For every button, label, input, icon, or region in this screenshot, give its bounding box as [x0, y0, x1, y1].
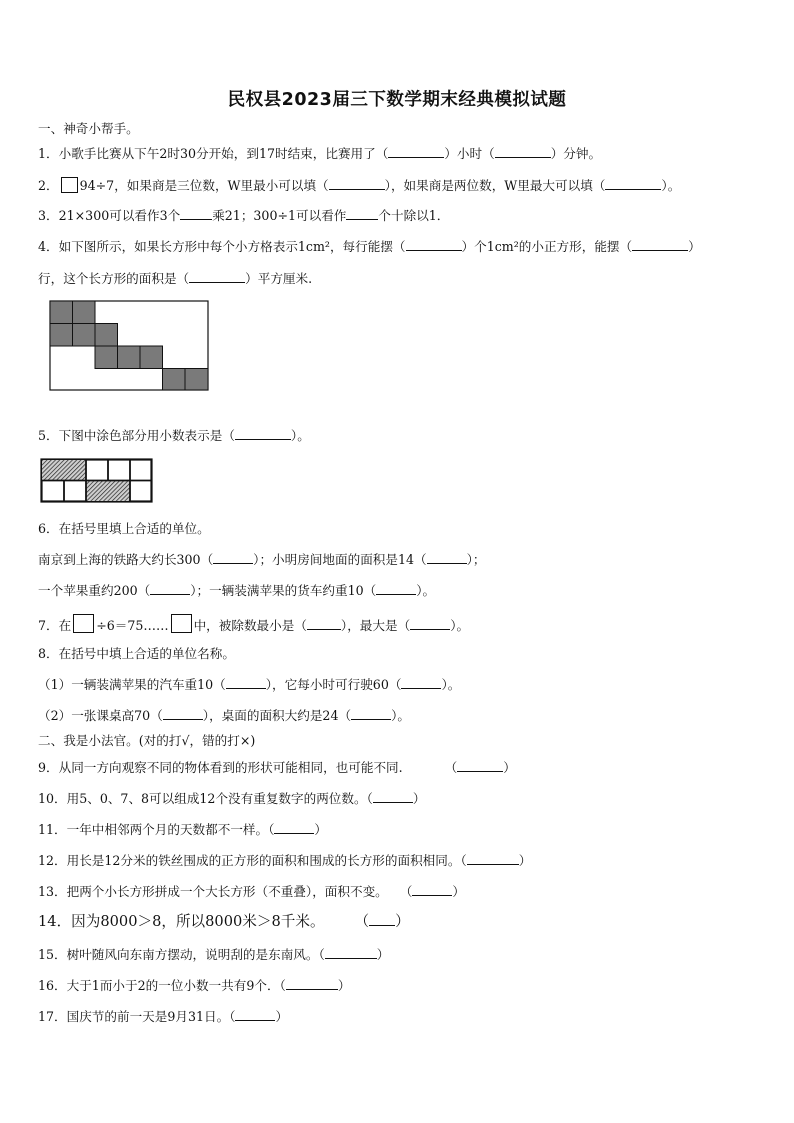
- q4-text-2: ）个1cm²的小正方形，能摆（: [461, 239, 633, 254]
- q14-open: （: [354, 913, 370, 930]
- q13-blank[interactable]: [412, 884, 452, 896]
- question-16: [38, 978, 350, 994]
- q4-shaded-cell: [73, 301, 96, 324]
- q17-text: 17．国庆节的前一天是9月31日。（: [38, 1009, 236, 1024]
- q1-text-3: ）分钟。: [550, 146, 602, 161]
- q1-text: 1．小歌手比赛从下午2时30分开始，到17时结束，比赛用了（: [38, 146, 389, 161]
- question-13: [38, 884, 465, 900]
- q4-text-4: 行，这个长方形的面积是（: [38, 271, 190, 286]
- q3-text-3: 个十除以1．: [378, 208, 450, 223]
- q6-text: 南京到上海的铁路大约长300（: [38, 552, 214, 567]
- q5-text: 5．下图中涂色部分用小数表示是（: [38, 428, 235, 443]
- q3-blank-2[interactable]: [346, 208, 378, 220]
- q3-text: 3．21×300可以看作3个: [38, 208, 181, 223]
- q9-close: ）: [503, 760, 516, 775]
- q4-shaded-cell: [163, 369, 186, 391]
- question-1: [38, 146, 601, 162]
- q12-blank[interactable]: [467, 853, 519, 865]
- q7-blank-2[interactable]: [410, 618, 450, 630]
- q7-text-3: 中，被除数最小是（: [193, 618, 307, 633]
- question-11: [38, 822, 327, 838]
- question-17: [38, 1009, 288, 1025]
- q6-text-5: ）；一辆装满苹果的货车约重10（: [190, 583, 377, 598]
- q4-shaded-cell: [73, 324, 96, 347]
- q3-blank-1[interactable]: [180, 208, 212, 220]
- q17-close: ）: [275, 1009, 289, 1024]
- q14-text: 14．因为8000＞8，所以8000米＞8千米。: [38, 913, 325, 930]
- q6-blank-1[interactable]: [213, 552, 253, 564]
- q7-blank-1[interactable]: [307, 618, 341, 630]
- question-14: [38, 914, 410, 930]
- q11-blank[interactable]: [274, 822, 314, 834]
- q1-blank-1[interactable]: [388, 146, 444, 158]
- q6-text-4: 一个苹果重约200（: [38, 583, 151, 598]
- q10-close: ）: [412, 791, 426, 806]
- question-2: [38, 177, 680, 194]
- q5-grid-figure: [40, 458, 154, 504]
- question-9: [38, 760, 516, 776]
- q15-close: ）: [376, 947, 390, 962]
- q11-close: ）: [314, 822, 328, 837]
- q4-text-5: ）平方厘米.: [245, 271, 313, 286]
- q8-blank-3[interactable]: [163, 708, 203, 720]
- q10-blank[interactable]: [373, 791, 413, 803]
- q17-blank[interactable]: [235, 1009, 275, 1021]
- q9-open: （: [444, 760, 458, 775]
- q5-hatched-cell: [42, 460, 86, 481]
- q4-shaded-cell: [140, 346, 163, 369]
- question-10: [38, 791, 425, 807]
- q4-rectangle-figure: [49, 300, 211, 392]
- q6-blank-4[interactable]: [376, 583, 416, 595]
- q4-text: 4．如下图所示，如果长方形中每个小方格表示1cm²，每行能摆（: [38, 239, 406, 254]
- q11-text: 11．一年中相邻两个月的天数都不一样。（: [38, 822, 275, 837]
- q2-text-3: ）。: [661, 178, 681, 193]
- question-6-heading: 6．在括号里填上合适的单位。: [38, 521, 210, 536]
- question-7: [38, 614, 469, 634]
- q8-text-6: ）。: [391, 708, 410, 723]
- q2-number: 2．: [38, 178, 59, 193]
- question-4-cont: [38, 271, 312, 287]
- question-4: [38, 239, 701, 255]
- q8-text-5: ），桌面的面积大约是24（: [202, 708, 352, 723]
- question-12: [38, 853, 531, 869]
- q16-blank[interactable]: [286, 978, 338, 990]
- q12-text: 12．用长是12分米的铁丝围成的正方形的面积和围成的长方形的面积相同。（: [38, 853, 467, 868]
- q9-blank[interactable]: [457, 760, 503, 772]
- section-1-heading: 一、神奇小帮手。: [38, 121, 139, 136]
- q15-text: 15．树叶随风向东南方摆动，说明刮的是东南风。（: [38, 947, 325, 962]
- question-8-line-1: [38, 677, 460, 693]
- q9-text: 9．从同一方向观察不同的物体看到的形状可能相同，也可能不同.: [38, 760, 403, 775]
- question-15: [38, 947, 389, 963]
- q16-text: 16．大于1而小于2的一位小数一共有9个．（: [38, 978, 286, 993]
- q7-dividend-box[interactable]: [73, 614, 94, 633]
- question-6-line-1: [38, 552, 486, 568]
- question-6-line-2: [38, 583, 435, 599]
- q16-close: ）: [337, 978, 351, 993]
- q3-text-2: 乘21；300÷1可以看作: [212, 208, 347, 223]
- q2-text-2: ），如果商是两位数，W里最大可以填（: [384, 178, 606, 193]
- q12-close: ）: [518, 853, 532, 868]
- question-3: [38, 208, 449, 224]
- q8-text: （1）一辆装满苹果的汽车重10（: [38, 677, 226, 692]
- q1-blank-2[interactable]: [495, 146, 551, 158]
- q4-shaded-cell: [95, 324, 118, 347]
- q6-text-6: ）。: [416, 583, 436, 598]
- question-8-heading: 8．在括号中填上合适的单位名称。: [38, 646, 235, 661]
- q8-blank-4[interactable]: [351, 708, 391, 720]
- q4-shaded-cell: [50, 324, 73, 347]
- q8-text-2: ），它每小时可行驶60（: [265, 677, 402, 692]
- q15-blank[interactable]: [325, 947, 377, 959]
- q8-text-4: （2）一张课桌高70（: [38, 708, 163, 723]
- q4-shaded-cell: [185, 369, 208, 391]
- q4-shaded-cell: [95, 346, 118, 369]
- q7-text: 7．在: [38, 618, 72, 633]
- q5-text-2: ）。: [290, 428, 310, 443]
- q6-text-2: ）；小明房间地面的面积是14（: [253, 552, 427, 567]
- q10-text: 10．用5、0、7、8可以组成12个没有重复数字的两位数。（: [38, 791, 373, 806]
- q7-text-2: ÷6＝75……: [96, 618, 169, 633]
- q4-blank-2[interactable]: [632, 239, 688, 251]
- q5-hatched-cell: [86, 481, 130, 501]
- question-8-line-2: [38, 708, 410, 724]
- q8-blank-2[interactable]: [401, 677, 441, 689]
- q13-text: 13．把两个小长方形拼成一个大长方形（不重叠），面积不变。: [38, 884, 388, 899]
- q2-text: 94÷7，如果商是三位数，W里最小可以填（: [79, 178, 329, 193]
- q4-text-3: ）: [688, 239, 701, 254]
- q4-blank-3[interactable]: [189, 271, 245, 283]
- q14-blank[interactable]: [369, 914, 395, 926]
- q2-box[interactable]: [61, 177, 78, 193]
- page-title: 民权县2023届三下数学期末经典模拟试题: [227, 90, 567, 110]
- q14-close: ）: [395, 913, 410, 930]
- q13-close: ）: [452, 884, 465, 899]
- q2-blank-2[interactable]: [605, 178, 661, 190]
- section-2-heading: 二、我是小法官。(对的打√，错的打×): [38, 733, 256, 748]
- q6-blank-3[interactable]: [150, 583, 190, 595]
- q4-shaded-cell: [50, 301, 73, 324]
- q6-text-3: ）；: [466, 552, 486, 567]
- q8-text-3: ）。: [441, 677, 461, 692]
- q7-remainder-box[interactable]: [171, 614, 192, 633]
- q7-text-4: ），最大是（: [340, 618, 411, 633]
- q8-blank-1[interactable]: [226, 677, 266, 689]
- q7-text-5: ）。: [450, 618, 470, 633]
- q6-blank-2[interactable]: [427, 552, 467, 564]
- q1-text-2: ）小时（: [444, 146, 495, 161]
- q4-shaded-cell: [118, 346, 141, 369]
- question-5: [38, 428, 310, 444]
- q13-open: （: [399, 884, 413, 899]
- q5-blank[interactable]: [235, 428, 291, 440]
- q2-blank-1[interactable]: [329, 178, 385, 190]
- q4-blank-1[interactable]: [406, 239, 462, 251]
